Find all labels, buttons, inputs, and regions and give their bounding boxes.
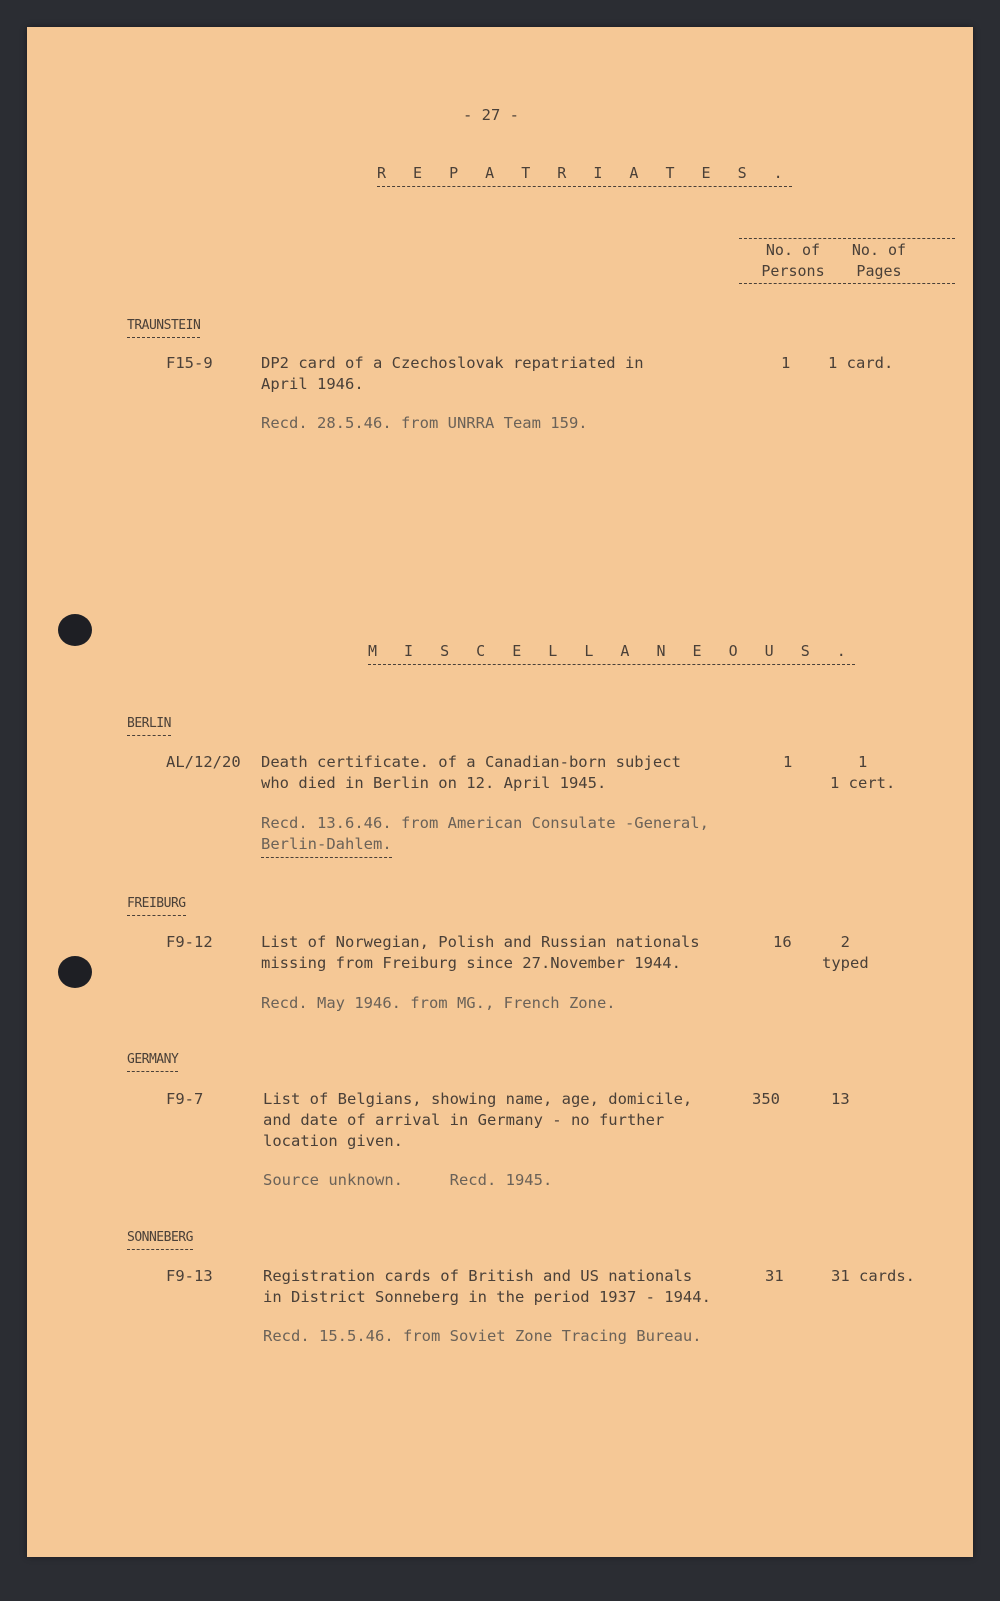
pages-count: 1 1 cert. xyxy=(830,753,896,792)
persons-count: 350 xyxy=(752,1090,780,1108)
reference-code: F15-9 xyxy=(166,354,213,372)
persons-count: 1 xyxy=(781,354,791,372)
entry-description: Registration cards of British and US nationals in District Sonneberg in the period 1937 - 1944. xyxy=(263,1267,711,1306)
received-note: Recd. 13.6.46. from American Consulate -General, xyxy=(261,814,709,832)
pages-count: 13 xyxy=(831,1090,850,1108)
entry-description: List of Norwegian, Polish and Russian nationals missing from Freiburg since 27.November 1944. xyxy=(261,933,700,972)
pages-column-header: No. of Pages xyxy=(851,241,907,280)
reference-code: AL/12/20 xyxy=(166,753,241,771)
section-title-repatriates: R E P A T R I A T E S . xyxy=(377,163,792,187)
document-page xyxy=(27,27,973,1557)
place-heading: SONNEBERG xyxy=(127,1227,193,1250)
section-title-miscellaneous: M I S C E L L A N E O U S . xyxy=(368,641,855,665)
persons-count: 16 xyxy=(773,933,792,951)
pages-count: 2 typed xyxy=(822,933,869,972)
persons-count: 1 xyxy=(783,753,793,771)
reference-code: F9-7 xyxy=(166,1090,204,1108)
punch-hole xyxy=(58,956,92,988)
place-heading: FREIBURG xyxy=(127,893,186,916)
received-note: Source unknown. Recd. 1945. xyxy=(263,1171,553,1189)
pages-count: 1 card. xyxy=(828,354,894,372)
column-headers xyxy=(739,238,955,284)
place-heading: GERMANY xyxy=(127,1049,178,1072)
persons-count: 31 xyxy=(765,1267,784,1285)
entry-description: List of Belgians, showing name, age, domicile, and date of arrival in Germany - no further location given. xyxy=(263,1090,693,1150)
received-note: Recd. 28.5.46. from UNRRA Team 159. xyxy=(261,414,588,432)
place-heading: TRAUNSTEIN xyxy=(127,315,200,338)
received-note: Recd. 15.5.46. from Soviet Zone Tracing Bureau. xyxy=(263,1327,702,1345)
pages-count: 31 cards. xyxy=(831,1267,915,1285)
place-heading: BERLIN xyxy=(127,713,171,736)
persons-column-header: No. of Persons xyxy=(761,241,825,280)
reference-code: F9-13 xyxy=(166,1267,213,1285)
entry-description: DP2 card of a Czechoslovak repatriated in April 1946. xyxy=(261,354,644,393)
received-note-continued: Berlin-Dahlem. xyxy=(261,834,392,858)
entry-description: Death certificate. of a Canadian-born subject who died in Berlin on 12. April 1945. xyxy=(261,753,681,792)
reference-code: F9-12 xyxy=(166,933,213,951)
received-note: Recd. May 1946. from MG., French Zone. xyxy=(261,994,616,1012)
punch-hole xyxy=(58,614,92,646)
page-number: - 27 - xyxy=(463,106,519,124)
